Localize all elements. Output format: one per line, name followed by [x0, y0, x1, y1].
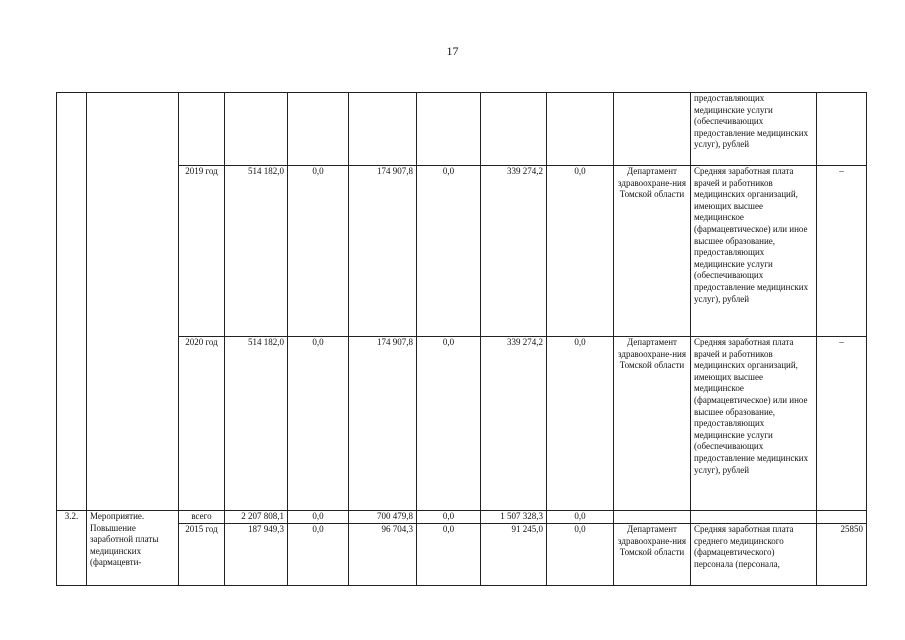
funding-cell-b: 174 907,8	[349, 166, 417, 337]
funding-cell-b	[349, 93, 417, 166]
funding-cell-a: 0,0	[288, 511, 349, 524]
indicator-cell	[691, 511, 817, 524]
program-table	[56, 92, 867, 586]
activity-name-cell: Мероприятие. Повышение заработной платы медицинских (фармацевти-	[87, 511, 179, 586]
funding-cell-d	[481, 93, 547, 166]
table-row	[57, 337, 867, 511]
indicator-cell: предоставляющих медицинские услуги (обеспечивающих предоставление медицинских услуг), рублей	[691, 93, 817, 166]
total-cell: 187 949,3	[225, 524, 288, 586]
indicator-cell: Средняя заработная плата врачей и работников медицинских организаций, имеющих высшее медицинское (фармацевтическое) или иное высшее образование, предоставляющих медицинские услуги (обеспечивающих предоставление медицинских услуг), рублей	[691, 337, 817, 511]
funding-cell-a: 0,0	[288, 337, 349, 511]
funding-cell-c: 0,0	[417, 524, 481, 586]
executor-cell	[614, 511, 691, 524]
executor-cell: Департамент здравоохране-ния Томской области	[614, 524, 691, 586]
funding-cell-c: 0,0	[417, 166, 481, 337]
table-row	[57, 524, 867, 586]
funding-cell-a: 0,0	[288, 166, 349, 337]
total-cell: 514 182,0	[225, 166, 288, 337]
funding-cell-a: 0,0	[288, 524, 349, 586]
funding-cell-d: 339 274,2	[481, 337, 547, 511]
indicator-value-cell	[817, 93, 867, 166]
year-cell	[179, 93, 225, 166]
funding-cell-c: 0,0	[417, 511, 481, 524]
total-cell: 2 207 808,1	[225, 511, 288, 524]
year-cell: всего	[179, 511, 225, 524]
year-cell: 2015 год	[179, 524, 225, 586]
funding-cell-c	[417, 93, 481, 166]
total-cell	[225, 93, 288, 166]
funding-cell-b: 174 907,8	[349, 337, 417, 511]
funding-cell-b: 96 704,3	[349, 524, 417, 586]
year-cell: 2019 год	[179, 166, 225, 337]
funding-cell-a	[288, 93, 349, 166]
indicator-value-cell: 25850	[817, 524, 867, 586]
indicator-value-cell	[817, 511, 867, 524]
executor-cell	[614, 93, 691, 166]
table-row	[57, 166, 867, 337]
funding-cell-d: 91 245,0	[481, 524, 547, 586]
indicator-value-cell: –	[817, 337, 867, 511]
indicator-cell: Средняя заработная плата врачей и работников медицинских организаций, имеющих высшее медицинское (фармацевтическое) или иное высшее образование, предоставляющих медицинские услуги (обеспечивающих предоставление медицинских услуг), рублей	[691, 166, 817, 337]
year-cell: 2020 год	[179, 337, 225, 511]
funding-cell-e	[547, 93, 614, 166]
funding-cell-d: 1 507 328,3	[481, 511, 547, 524]
funding-cell-e: 0,0	[547, 337, 614, 511]
total-cell: 514 182,0	[225, 337, 288, 511]
table-row	[57, 511, 867, 524]
funding-cell-c: 0,0	[417, 337, 481, 511]
funding-cell-e: 0,0	[547, 524, 614, 586]
indicator-cell: Средняя заработная плата среднего медицинского (фармацевтического) персонала (персонала,	[691, 524, 817, 586]
row-number-cell	[57, 93, 87, 511]
row-number-cell: 3.2.	[57, 511, 87, 586]
page-number: 17	[446, 44, 459, 58]
executor-cell: Департамент здравоохране-ния Томской области	[614, 337, 691, 511]
indicator-value-cell: –	[817, 166, 867, 337]
executor-cell: Департамент здравоохране-ния Томской области	[614, 166, 691, 337]
funding-cell-e: 0,0	[547, 511, 614, 524]
funding-cell-e: 0,0	[547, 166, 614, 337]
funding-cell-d: 339 274,2	[481, 166, 547, 337]
funding-cell-b: 700 479,8	[349, 511, 417, 524]
activity-name-cell	[87, 93, 179, 511]
table-row	[57, 93, 867, 166]
